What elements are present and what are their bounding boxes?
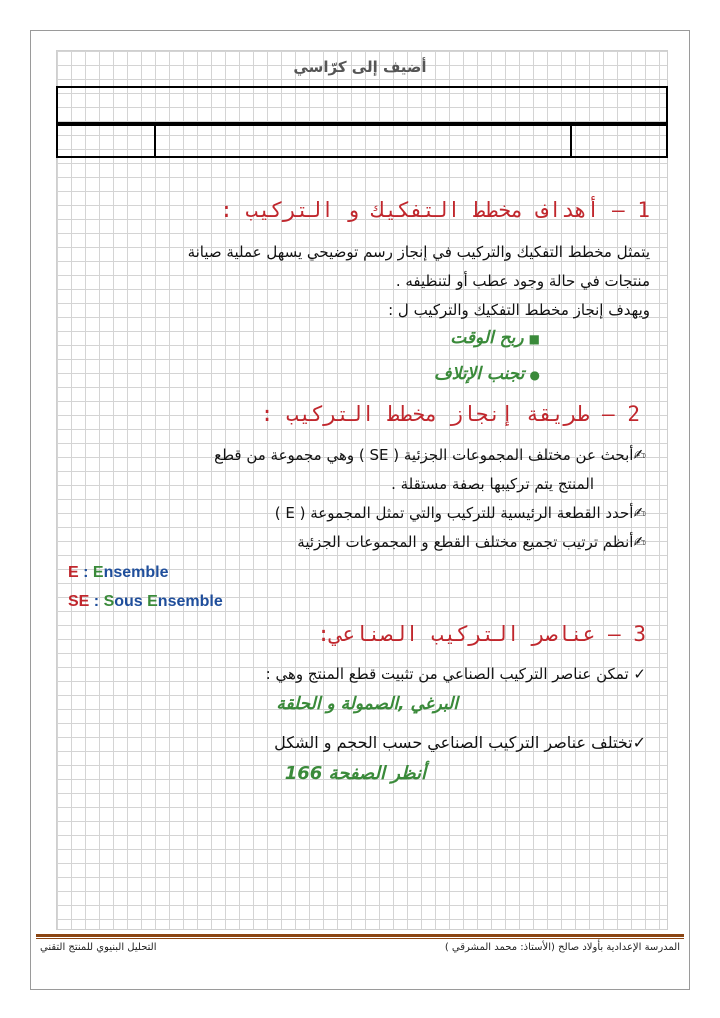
section2-step3 <box>297 533 646 551</box>
section3-page-ref: أنظر الصفحة 166 <box>284 763 426 784</box>
section3-point2 <box>274 733 646 752</box>
footer-school: المدرسة الإعدادية بأولاد صالح (الأستاذ: محمد المشرقي ) <box>444 942 680 953</box>
section1-heading: 1 – أهداف مخطط التفكيك و التركيب : <box>220 198 650 222</box>
check-icon: ✓ <box>633 665 646 683</box>
legend-se-code: SE <box>68 593 90 610</box>
goal1-item <box>450 328 540 348</box>
legend-e <box>68 564 168 582</box>
section2-heading: 2 – طريقة إنجاز مخطط التركيب : <box>260 402 640 426</box>
point1-text: تمكن عناصر التركيب الصناعي من تثبيت قطع المنتج وهي : <box>265 665 629 683</box>
header-box-bottom <box>56 124 668 158</box>
legend-se-sep: : <box>89 593 104 610</box>
check-icon: ✓ <box>632 733 646 752</box>
legend-e-sep: : <box>78 564 93 581</box>
legend-se-e: E <box>147 593 158 610</box>
header-divider-left <box>154 126 156 156</box>
section2-step1a <box>214 446 646 464</box>
goal1-text: ربح الوقت <box>450 328 524 348</box>
section2-step1b: المنتج يتم تركيبها بصفة مستقلة . <box>391 475 594 493</box>
legend-e-rest: nsemble <box>103 564 169 581</box>
section2-step2 <box>275 504 646 522</box>
legend-se-rest: nsemble <box>157 593 223 610</box>
legend-e-first: E <box>92 564 104 581</box>
header-box-top <box>56 86 668 124</box>
footer-rule-thick <box>36 934 684 937</box>
legend-e-code: E <box>68 564 79 581</box>
section3-point1 <box>266 665 646 683</box>
legend-se <box>68 593 223 611</box>
step2-text: أحدد القطعة الرئيسية للتركيب والتي تمثل المجموعة ( E ) <box>274 504 634 522</box>
goal2-item <box>434 364 540 384</box>
footer-rule-thin <box>36 938 684 939</box>
writing-hand-icon: ✍ <box>633 533 646 551</box>
step1a-text: أبحث عن مختلف المجموعات الجزئية ( SE ) وهي مجموعة من قطع <box>214 446 634 464</box>
legend-se-ous: ous <box>114 593 148 610</box>
point2-text: تختلف عناصر التركيب الصناعي حسب الحجم و الشكل <box>274 733 633 752</box>
writing-hand-icon: ✍ <box>633 504 646 522</box>
header-divider-right <box>570 126 572 156</box>
dot-bullet-icon: ● <box>529 368 540 382</box>
writing-hand-icon: ✍ <box>633 446 646 464</box>
square-bullet-icon: ■ <box>528 332 540 346</box>
section1-line2: منتجات في حالة وجود عطب أو لتنظيفه . <box>395 272 650 290</box>
section3-heading: 3 – عناصر التركيب الصناعي: <box>317 622 646 646</box>
footer-subject: التحليل البنيوي للمنتج التقني <box>40 942 157 953</box>
legend-se-s: S <box>103 593 115 610</box>
section3-elements: البرغي ,الصمولة و الحلقة <box>276 694 458 714</box>
page-title: أضيف إلى كرّاسي <box>293 58 427 76</box>
goal2-text: تجنب الإتلاف <box>434 364 525 384</box>
step3-text: أنظم ترتيب تجميع مختلف القطع و المجموعات الجزئية <box>297 533 634 551</box>
section1-line3: ويهدف إنجاز مخطط التفكيك والتركيب ل : <box>388 301 650 319</box>
section1-line1: يتمثل مخطط التفكيك والتركيب في إنجاز رسم توضيحي يسهل عملية صيانة <box>187 243 650 261</box>
